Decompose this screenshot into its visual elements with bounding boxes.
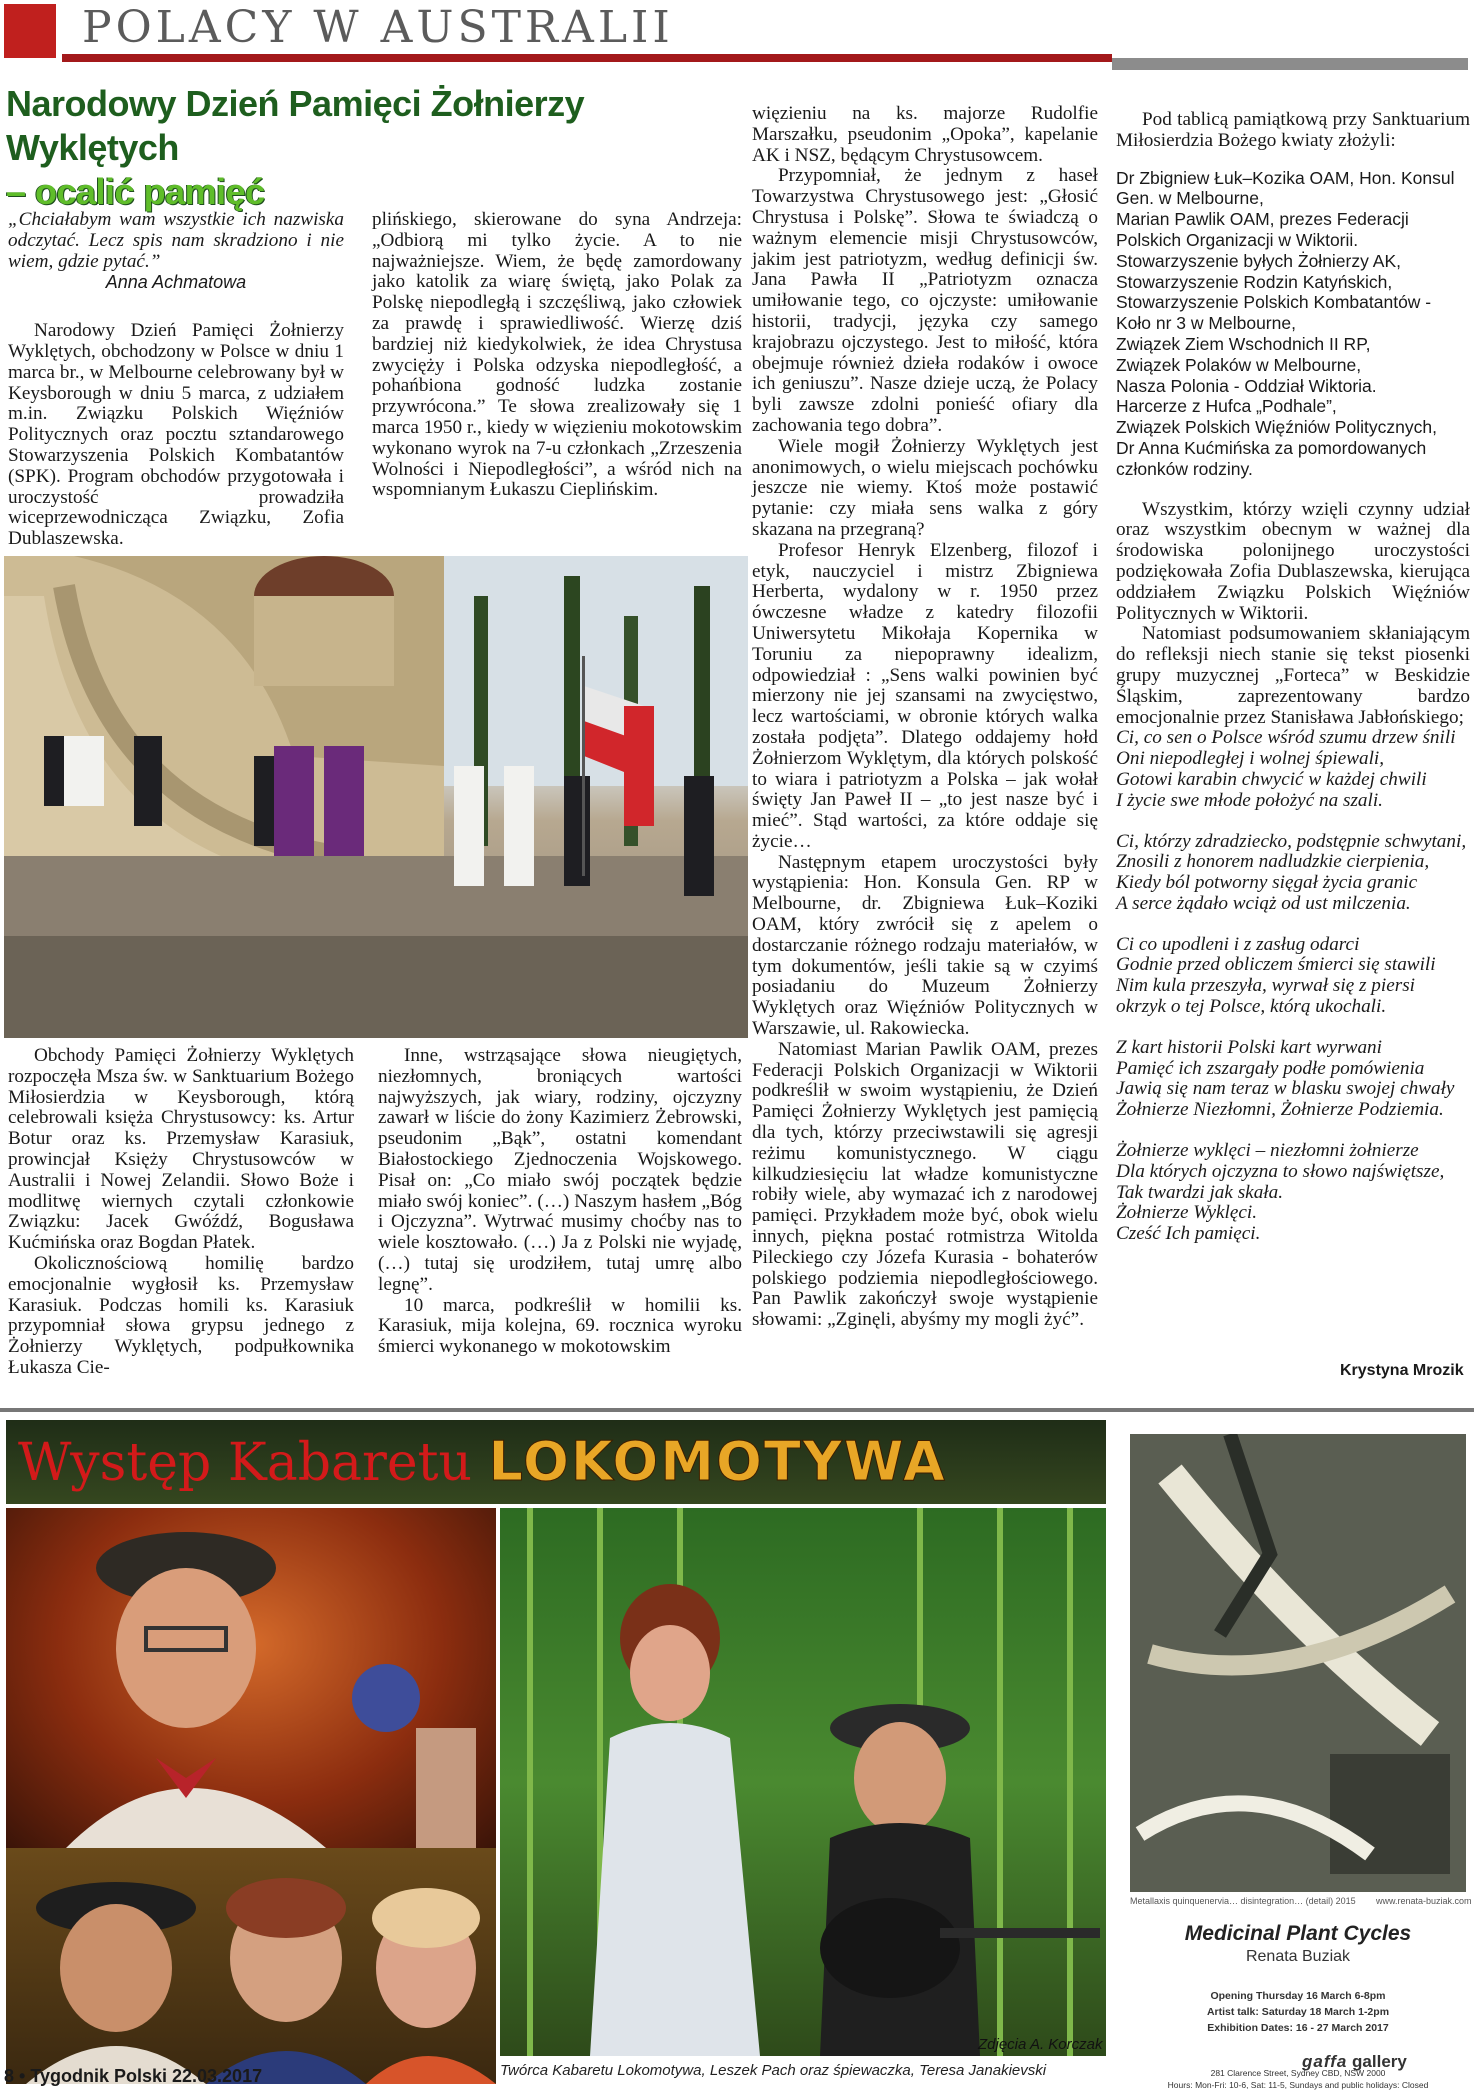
article-column-2-bottom: [378, 1046, 742, 1358]
body-paragraph: 10 marca, podkreślił w homilii ks. Karasiuk, mija kolejna, 69. rocznica wyroku śmierci wykonanego w mokotowskim: [378, 1294, 742, 1358]
ceremony-photo: [4, 556, 748, 1038]
header-rule-gray: [1112, 58, 1468, 70]
gallery-logo-name: gaffa: [1302, 2052, 1348, 2071]
header-rule: [62, 54, 1112, 62]
exhibition-opening: Opening Thursday 16 March 6-8pm: [1210, 1990, 1386, 2002]
exhibition-artist-talk: Artist talk: Saturday 18 March 1-2pm: [1206, 2006, 1390, 2018]
poem-stanza: Ci co upodleni i z zasług odarci Godnie przed obliczem śmierci się stawili Nim kula przeszyła, wyrwał się z piersi okrzyk o tej Polsce, którą ukochali.: [1116, 933, 1436, 1018]
kabaret-title: [18, 1430, 947, 1493]
article-column-2-top: [372, 210, 742, 501]
poem-stanza: Z kart historii Polski kart wyrwani Pamięć ich zszargały podłe pomówienia Jawią się nam teraz w blasku swojej chwały Żołnierze Niezłomni, Żołnierze Podziemia.: [1116, 1036, 1455, 1121]
headline-line-2: – ocalić pamięć: [6, 171, 265, 212]
page-footer: 8 • Tygodnik Polski 22.03.2017: [4, 2066, 263, 2086]
page-separator: [0, 1408, 1474, 1412]
body-paragraph: Natomiast Marian Pawlik OAM, prezes Federacji Polskich Organizacji w Wiktorii podkreślił w swoim wystąpieniu, że Dzień Pamięci Żołnierzy Wyklętych jest pamięcią dla tych, którzy przeciwstawili się agresji reżimu komunistycznego. W ciągu kilkudziesięciu lat władze komunistyczne robiły wiele, aby wymazać ich z narodowej pamięci. Przykładem może być, obok wielu innych, piękna postać rotmistrza Witolda Pileckiego czy Józefa Kurasia - bohaterów polskiego podziemia niepodległościowego. Pan Pawlik zakończył swoje wystąpienie słowami: „Zginęli, abyśmy my mogli żyć”.: [752, 1038, 1098, 1331]
article-headline: [6, 82, 746, 214]
article-column-1-top: [8, 210, 344, 550]
article-author: Krystyna Mrozik: [1340, 1362, 1464, 1379]
poem-stanza: Żołnierze wyklęci – niezłomni żołnierze Dla których ojczyzna to słowo najświętsze, Tak twardzi jak skała. Żołnierze Wyklęci. Cześć Ich pamięci.: [1116, 1140, 1445, 1245]
poem-stanza: Ci, którzy zdradziecko, podstępnie schwytani, Znosili z honorem nadludzkie cierpienia, Kiedy ból potworny sięgał życia granic A serce żądało wciąż od ust milczenia.: [1116, 830, 1467, 914]
article-column-1-bottom: [8, 1046, 354, 1379]
artist-url[interactable]: www.renata-buziak.com: [1376, 1896, 1472, 1906]
closing-paragraphs: [1116, 500, 1470, 729]
article-column-4: [1116, 110, 1470, 1265]
tribute-intro: Pod tablicą pamiątkową przy Sanktuarium Miłosierdzia Bożego kwiaty złożyli:: [1116, 109, 1470, 151]
body-paragraph: Obchody Pamięci Żołnierzy Wyklętych rozpoczęła Msza św. w Sanktuarium Bożego Miłosierdzia w Keysborough, którą celebrowali księża Chrystusowcy: ks. Artur Botur oraz ks. Przemysław Karasiuk, prowincjał Księży Chrystusowców w Australii i Nowej Zelandii. Słowo Boże i modlitwę wiernych czytali członkowie Związku: Jacek Gwóźdź, Bogusława Kućmińska oraz Bogdan Płatek.: [8, 1045, 354, 1254]
song-lyrics: [1116, 728, 1470, 1245]
body-paragraph: plińskiego, skierowane do syna Andrzeja: „Odbiorą mi tylko życie. A to nie najważniejsze. Wiem, że będę zamordowany jako katolik za wiarę świętą, jako Polak za Polskę niepodległą i szczęśliwą, jako człowiek za prawdę i sprawiedliwość. Wierzę dziś bardziej niż kiedykolwiek, że idea Chrystusa zwycięży i Polska odzyska niepodległość, a pohańbiona godność ludzka zostanie przywrócona.” Te słowa zrealizowały się 1 marca 1950 r., kiedy w więzieniu mokotowskim wykonano wyrok na 7-u członkach „Zrzeszenia Wolności i Niepodległości”, a wśród nich na wspomnianym Łukaszu Cieplińskim.: [372, 209, 742, 501]
exhibition-artist: Renata Buziak: [1245, 1948, 1351, 1965]
exhibition-dates: Exhibition Dates: 16 - 27 March 2017: [1207, 2022, 1389, 2034]
body-paragraph: Narodowy Dzień Pamięci Żołnierzy Wyklętych, obchodzony w Polsce w dniu 1 marca br., w Melbourne celebrowany był w Keysborough w dniu 5 marca, z udziałem m.in. Związku Polskich Więźniów Politycznych oraz pocztu sztandarowego Stowarzyszenia Polskich Kombatantów (SPK). Program obchodów przygotowała i uroczystość prowadziła wiceprzewodnicząca Związku, Zofia Dublaszewska.: [8, 320, 344, 550]
body-paragraph: Wszystkim, którzy wzięli czynny udział oraz wszystkim obecnym w ważnej dla środowiska polonijnego uroczystości podziękowała Zofia Dublaszewska, kierująca oddziałem Związku Polskich Więźniów Politycznych w Wiktorii.: [1116, 498, 1470, 624]
body-paragraph: Profesor Henryk Elzenberg, filozof i etyk, nauczyciel i mistrz Zbigniewa Herberta, wydalony w r. 1950 przez ówczesne władze z katedry filozofii Uniwersytetu Mikołaja Kopernika w Toruniu za niepoprawny idealizm, odpowiedział : „Sens walki powinien być mierzony nie jej szansami na zwycięstwo, lecz wartościami, w obronie których walka została podjęta”. Dlatego oddajemy hołd Żołnierzom Wyklętym, dla których polskość to wiara i patriotyzm a Polska – jak wołał święty Jan Paweł II – „to jest nasze być i mieć”. Stąd wartości, za które oddaje się życie…: [752, 539, 1098, 852]
epigraph-quote: „Chciałabym wam wszystkie ich nazwiska odczytać. Lecz spis nam skradziono i nie wiem, gdzie pytać.”: [8, 209, 344, 272]
body-paragraph: Okolicznościową homilię bardzo emocjonalnie wygłosił ks. Przemysław Karasiuk. Podczas homili ks. Karasiuk przypomniał słowa grypsu jednego z Żołnierzy Wyklętych, podpułkownika Łukasza Cie-: [8, 1252, 354, 1378]
kabaret-caption: Twórca Kabaretu Lokomotywa, Leszek Pach oraz śpiewaczka, Teresa Janakievski: [500, 2062, 1047, 2079]
exhibition-advertisement: [1126, 1424, 1470, 2094]
kabaret-title-prefix: Występ Kabaretu: [18, 1433, 473, 1493]
gallery-hours: Hours: Mon-Fri: 10-6, Sat: 11-5, Sundays and public holidays: Closed: [1167, 2080, 1429, 2090]
section-marker: [4, 4, 56, 58]
kabaret-photo-audience: [6, 1848, 496, 2084]
article-column-3: [752, 104, 1098, 1331]
gallery-address: 281 Clarence Street, Sydney CBD, NSW 2000: [1210, 2068, 1386, 2078]
section-title: POLACY W AUSTRALII: [82, 2, 674, 53]
body-paragraph: Wiele mogił Żołnierzy Wyklętych jest anonimowych, o wielu miejscach pochówku jeszcze nie wiemy. Ktoś może postawić pytanie: czy miała sens walka z góry skazana na przegraną?: [752, 435, 1098, 540]
body-paragraph: Inne, wstrząsające słowa nieugiętych, niezłomnych, broniących wartości najwyższych, jak wiary, rodziny, ojczyzny zawarł w liście do żony Kazimierz Żebrowski, pseudonim „Bąk”, ostatni komendant Białostockiego Zjednoczenia Wojskowego. Pisał on: „Co miało swój początek będzie miało swój koniec”. (…) Naszym hasłem „Bóg i Ojczyzna”. Wytrwać musimy choćby nas to wiele kosztowało. (…) Ja z Polski nie wyjadę, (…) tutaj się urodziłem, tutaj umrę albo legnę”.: [378, 1045, 742, 1295]
kabaret-photo-singer-hat: [6, 1508, 496, 1848]
tribute-list: Dr Zbigniew Łuk–Kozika OAM, Hon. Konsul Gen. w Melbourne, Marian Pawlik OAM, prezes Federacji Polskich Organizacji w Wiktorii. Stowarzyszenie byłych Żołnierzy AK, Stowarzyszenie Rodzin Katyńskich, Stowarzyszenie Polskich Kombatantów - Koło nr 3 w Melbourne, Związek Ziem Wschodnich II RP, Związek Polaków w Melbourne, Nasza Polonia - Oddział Wiktoria. Harcerze z Hufca „Podhale”, Związek Polskich Więźniów Politycznych, Dr Anna Kućmińska za pomordowanych członków rodziny.: [1116, 167, 1455, 479]
gallery-logo: [1302, 2052, 1407, 2072]
body-paragraph: więzieniu na ks. majorze Rudolfie Marszałku, pseudonim „Opoka”, kapelanie AK i NSZ, będącym Chrystusowcem.: [752, 103, 1098, 166]
kabaret-photo-stage: [500, 1508, 1106, 2056]
body-paragraph: Przypomniał, że jednym z haseł Towarzystwa Chrystusowego jest: „Głosić Chrystusa i Polskę”. Słowa te świadczą o ważnym elemencie misji Chrystusowców, jakim jest patriotyzm, według definicji św. Jana Pawła II „Patriotyzm oznacza umiłowanie tego, co ojczyste: umiłowanie historii, tradycji, języka czy samego krajobrazu ojczystego. Jest to miłość, która obejmuje również dzieła rodaków i owoce ich geniuszu”. Nasze dzieje uczą, że Polacy byli zawsze zdolni ponieść ofiary dla zachowania tego dobra”.: [752, 165, 1098, 436]
artwork-caption: Metallaxis quinquenervia… disintegration… (detail) 2015: [1130, 1896, 1356, 1906]
exhibition-title: Medicinal Plant Cycles: [1184, 1922, 1412, 1945]
gallery-logo-word: gallery: [1352, 2052, 1407, 2071]
epigraph-author: Anna Achmatowa: [105, 272, 247, 293]
artwork-image: [1130, 1434, 1466, 1892]
headline-line-1: Narodowy Dzień Pamięci Żołnierzy Wyklętych: [6, 83, 585, 168]
body-paragraph: Natomiast podsumowaniem skłaniającym do refleksji niech stanie się tekst piosenki grupy muzycznej „Forteca” w Beskidzie Śląskim, zaprezentowany bardzo emocjonalnie przez Stanisława Jabłońskiego;: [1116, 623, 1470, 728]
body-paragraph: Następnym etapem uroczystości były wystąpienia: Hon. Konsula Gen. RP w Melbourne, dr. Zbigniewa Łuk–Koziki OAM, który zwrócił się z apelem o dostarczanie różnego rodzaju materiałów, w tym dokumentów, jeśli takie są w czyimś posiadaniu do Muzeum Żołnierzy Wyklętych oraz Więźniów Politycznych w Warszawie, ul. Rakowiecka.: [752, 851, 1098, 1040]
photo-credit: Zdjęcia A. Korczak: [978, 2036, 1103, 2053]
poem-stanza: Ci, co sen o Polsce wśród szumu drzew śnili Oni niepodległej i wolnej śpiewali, Gotowi karabin chwycić w każdej chwili I życie swe młode położyć na szali.: [1116, 727, 1456, 811]
kabaret-title-name: LOKOMOTYWA: [488, 1430, 947, 1493]
